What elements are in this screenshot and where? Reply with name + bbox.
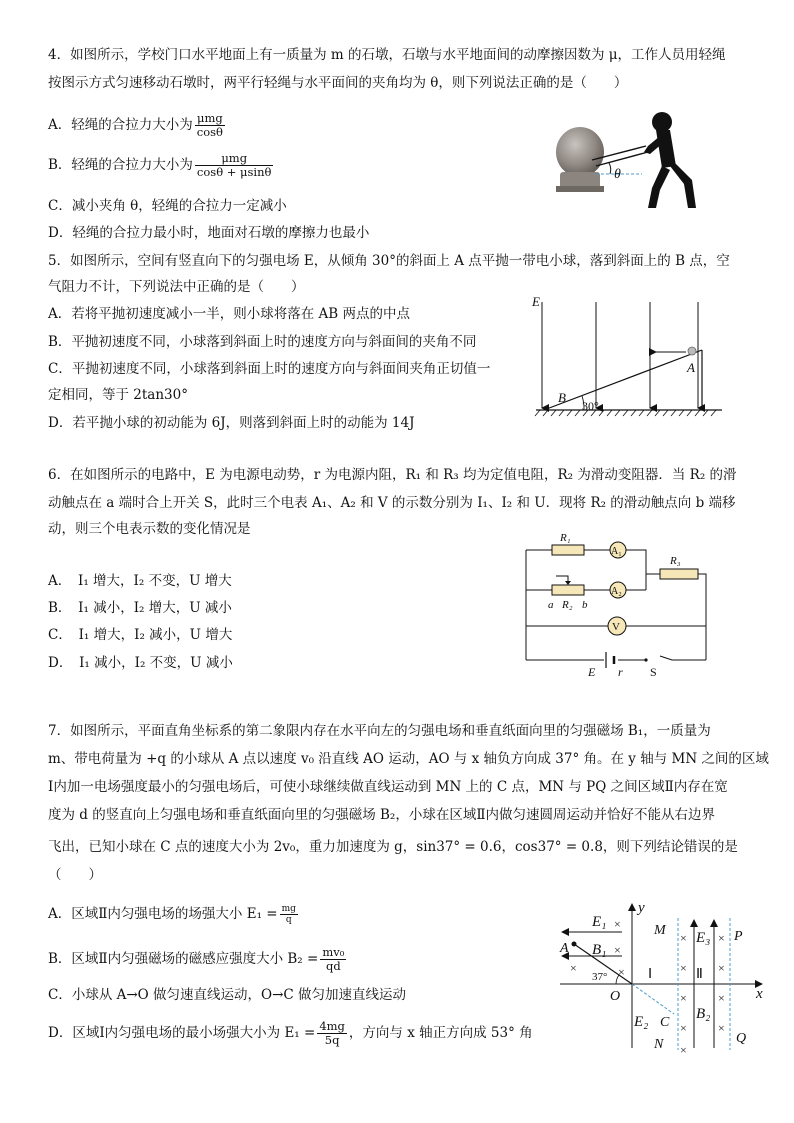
angle-theta-label: θ	[614, 167, 621, 182]
wire-bottom	[526, 656, 706, 660]
B2-label: B₂	[696, 1006, 711, 1022]
q7-option-a-prefix: A．区域Ⅱ内匀强电场的场强大小 E₁ =	[48, 906, 278, 922]
person-leg-left	[648, 166, 670, 208]
B2-field-crosses	[680, 931, 725, 1057]
q7-a-denominator: q	[285, 915, 292, 925]
rheostat-slider	[556, 576, 568, 584]
svg-text:×: ×	[718, 961, 725, 975]
field-E-label: E	[532, 294, 540, 309]
resistor-R3	[660, 569, 698, 579]
stone-pier-ball	[556, 127, 604, 177]
q7-option-c[interactable]: C．小球从 A→O 做匀速直线运动，O→C 做匀加速直线运动	[48, 987, 407, 1003]
svg-text:×: ×	[680, 1021, 687, 1035]
q6-option-d[interactable]: D． I₁ 减小，I₂ 不变，U 减小	[48, 655, 233, 671]
q4-b-denominator: cosθ + μsinθ	[196, 165, 272, 179]
battery-E-label: E	[588, 665, 596, 679]
q7-option-d[interactable]	[48, 1020, 533, 1047]
wire-a1-to-node	[626, 550, 646, 590]
q6-option-c[interactable]: C． I₁ 增大，I₂ 减小，U 增大	[48, 627, 233, 643]
q7-option-a[interactable]	[48, 904, 300, 925]
region-II-label: Ⅱ	[696, 967, 703, 982]
R2-b-label: b	[582, 599, 588, 611]
q7-stem-line-4: 度为 d 的竖直向上匀强电场和垂直纸面向里的匀强磁场 B₂，小球在区域Ⅱ内做匀速圆周运动并恰好不能从右边界	[48, 807, 716, 823]
resistor-R1	[552, 545, 584, 555]
svg-text:×: ×	[718, 991, 725, 1005]
q4-option-b[interactable]	[48, 152, 275, 179]
svg-text:×: ×	[614, 943, 621, 957]
svg-text:×: ×	[614, 917, 621, 931]
point-Q-label: Q	[736, 1031, 747, 1046]
q4-option-a-prefix: A．轻绳的合拉力大小为	[48, 117, 193, 133]
q5-stem-line-1: 5．如图所示，空间有竖直向下的匀强电场 E，从倾角 30°的斜面上 A 点平抛一带电小球，落到斜面上的 B 点，空	[48, 253, 730, 269]
svg-text:×: ×	[570, 961, 577, 975]
svg-text:×: ×	[680, 1043, 687, 1057]
incline-angle-label: 30°	[582, 399, 599, 413]
q4-stem-line-2: 按图示方式匀速移动石墩时，两平行轻绳与水平面间的夹角均为 θ，则下列说法正确的是（ ）	[48, 75, 628, 91]
q6-option-b[interactable]: B． I₁ 减小，I₂ 增大，U 减小	[48, 600, 232, 616]
q4-option-b-prefix: B．轻绳的合拉力大小为	[48, 157, 193, 173]
q5-option-c-line-1[interactable]: C．平抛初速度不同，小球落到斜面上时的速度方向与斜面间夹角正切值一	[48, 361, 491, 377]
stone-pier-foot	[556, 186, 604, 192]
angle-arc	[609, 163, 611, 174]
svg-text:×: ×	[718, 931, 725, 945]
q7-option-d-suffix: ，方向与 x 轴正方向成 53° 角	[348, 1025, 533, 1041]
switch-pivot	[644, 658, 647, 661]
q7-option-d-fraction	[317, 1020, 347, 1047]
angle-37-label: 37°	[592, 971, 608, 983]
q4-option-c[interactable]: C．减小夹角 θ，轻绳的合拉力一定减小	[48, 198, 287, 214]
q7-b-numerator: mv₀	[322, 945, 345, 959]
incline-surface	[544, 350, 702, 410]
svg-text:×: ×	[680, 991, 687, 1005]
q7-b-denominator: qd	[325, 959, 341, 973]
q7-stem-line-5: 飞出，已知小球在 C 点的速度大小为 2v₀，重力加速度为 g，sin37° = 0.6，cos37° = 0.8，则下列结论错误的是	[48, 839, 738, 855]
person-leg-right	[670, 164, 696, 208]
q4-option-a[interactable]	[48, 112, 227, 139]
charged-ball	[688, 347, 696, 355]
region-I-label: Ⅰ	[648, 967, 653, 982]
q4-stem-line-1: 4．如图所示，学校门口水平地面上有一质量为 m 的石墩，石墩与水平地面间的动摩擦因数为 μ，工作人员用轻绳	[48, 47, 726, 63]
q4-option-b-fraction	[195, 152, 274, 179]
q6-stem-line-3: 动，则三个电表示数的变化情况是	[48, 521, 251, 537]
V-label: V	[612, 621, 620, 633]
q5-stem-line-2: 气阻力不计，下列说法中正确的是（ ）	[48, 279, 305, 295]
q7-a-numerator: mg	[281, 904, 296, 914]
q7-stem-line-2: m、带电荷量为 +q 的小球从 A 点以速度 v₀ 沿直线 AO 运动，AO 与 x 轴负方向成 37° 角。在 y 轴与 MN 之间的区域	[48, 751, 769, 767]
y-axis-label: y	[638, 900, 645, 916]
person-head	[652, 112, 672, 132]
point-M-label: M	[654, 923, 666, 938]
person-body	[656, 130, 676, 168]
q7-stem-line-1: 7．如图所示，平面直角坐标系的第二象限内存在水平向左的匀强电场和垂直纸面向里的匀强磁场 B₁，一质量为	[48, 723, 711, 739]
q4-a-denominator: cosθ	[196, 125, 223, 139]
q4-option-d[interactable]: D．轻绳的合拉力最小时，地面对石墩的摩擦力也最小	[48, 225, 370, 241]
q7-option-b[interactable]	[48, 946, 348, 973]
point-N-label: N	[654, 1037, 664, 1052]
q5-option-a[interactable]: A．若将平抛初速度减小一半，则小球将落在 AB 两点的中点	[48, 306, 411, 322]
q6-stem-line-2: 动触点在 a 端时合上开关 S，此时三个电表 A₁、A₂ 和 V 的示数分别为 I₁、I₂ 和 U．现将 R₂ 的滑动触点向 b 端移	[48, 495, 736, 511]
switch-S-label: S	[650, 665, 657, 679]
battery-r-label: r	[618, 665, 623, 679]
point-A-label: A	[560, 941, 569, 956]
q7-stem-line-6: （ ）	[48, 867, 102, 883]
E1-label: E₁	[592, 914, 607, 930]
q7-option-d-prefix: D．区域Ⅰ内匀强电场的最小场强大小为 E₁ =	[48, 1025, 316, 1041]
q7-d-denominator: 5q	[324, 1033, 340, 1047]
q5-option-c-line-2[interactable]: 定相同，等于 2tan30°	[48, 387, 188, 403]
A1-label: A₁	[611, 546, 622, 557]
R1-label: R₁	[560, 532, 571, 544]
rheostat-slider-tip	[565, 581, 571, 585]
q5-option-b[interactable]: B．平抛初速度不同，小球落到斜面上时的速度方向与斜面间的夹角不同	[48, 334, 477, 350]
R3-label: R₃	[670, 555, 681, 567]
origin-O-label: O	[610, 989, 621, 1004]
q5-figure	[530, 292, 730, 422]
q6-stem-line-1: 6．在如图所示的电路中，E 为电源电动势，r 为电源内阻，R₁ 和 R₃ 均为定值电阻，R₂ 为滑动变阻器．当 R₂ 的滑	[48, 467, 737, 483]
svg-text:×: ×	[680, 961, 687, 975]
E3-label: E₃	[696, 930, 711, 946]
q5-option-d[interactable]: D．若平抛小球的初动能为 6J，则落到斜面上时的动能为 14J	[48, 415, 415, 431]
q7-figure	[556, 898, 770, 1057]
q4-b-numerator: μmg	[195, 152, 274, 166]
A2-label: A₂	[611, 586, 622, 597]
svg-text:×: ×	[618, 965, 625, 979]
E2-label: E₂	[634, 1014, 649, 1030]
q7-option-b-prefix: B．区域Ⅱ内匀强磁场的磁感应强度大小 B₂ =	[48, 951, 319, 967]
q6-option-a[interactable]: A． I₁ 增大，I₂ 不变，U 增大	[48, 573, 232, 589]
point-C-label: C	[660, 1015, 670, 1030]
trajectory-OC	[632, 984, 674, 1014]
svg-text:×: ×	[718, 1021, 725, 1035]
q4-option-a-fraction	[195, 112, 225, 139]
q7-option-a-fraction	[280, 904, 298, 925]
x-axis-label: x	[756, 986, 763, 1002]
q7-d-numerator: 4mg	[319, 1019, 345, 1033]
point-A-label: A	[687, 360, 695, 375]
B1-label: B₁	[592, 942, 607, 958]
point-P-label: P	[734, 929, 743, 944]
q6-circuit-figure	[522, 530, 732, 680]
point-B-label: B	[558, 390, 566, 405]
R2-a-label: a	[548, 599, 554, 611]
rheostat-R2	[552, 585, 584, 595]
q7-stem-line-3: Ⅰ内加一电场强度最小的匀强电场后，可使小球继续做直线运动到 MN 上的 C 点，MN 与 PQ 之间区域Ⅱ内存在宽	[48, 779, 728, 795]
wire-node-to-r3	[646, 574, 706, 626]
svg-text:×: ×	[680, 931, 687, 945]
q4-figure	[552, 108, 702, 214]
q4-a-numerator: μmg	[195, 112, 225, 126]
R2-label: R₂	[562, 599, 573, 611]
ground-hatching	[535, 410, 716, 416]
q7-option-b-fraction	[320, 946, 346, 973]
